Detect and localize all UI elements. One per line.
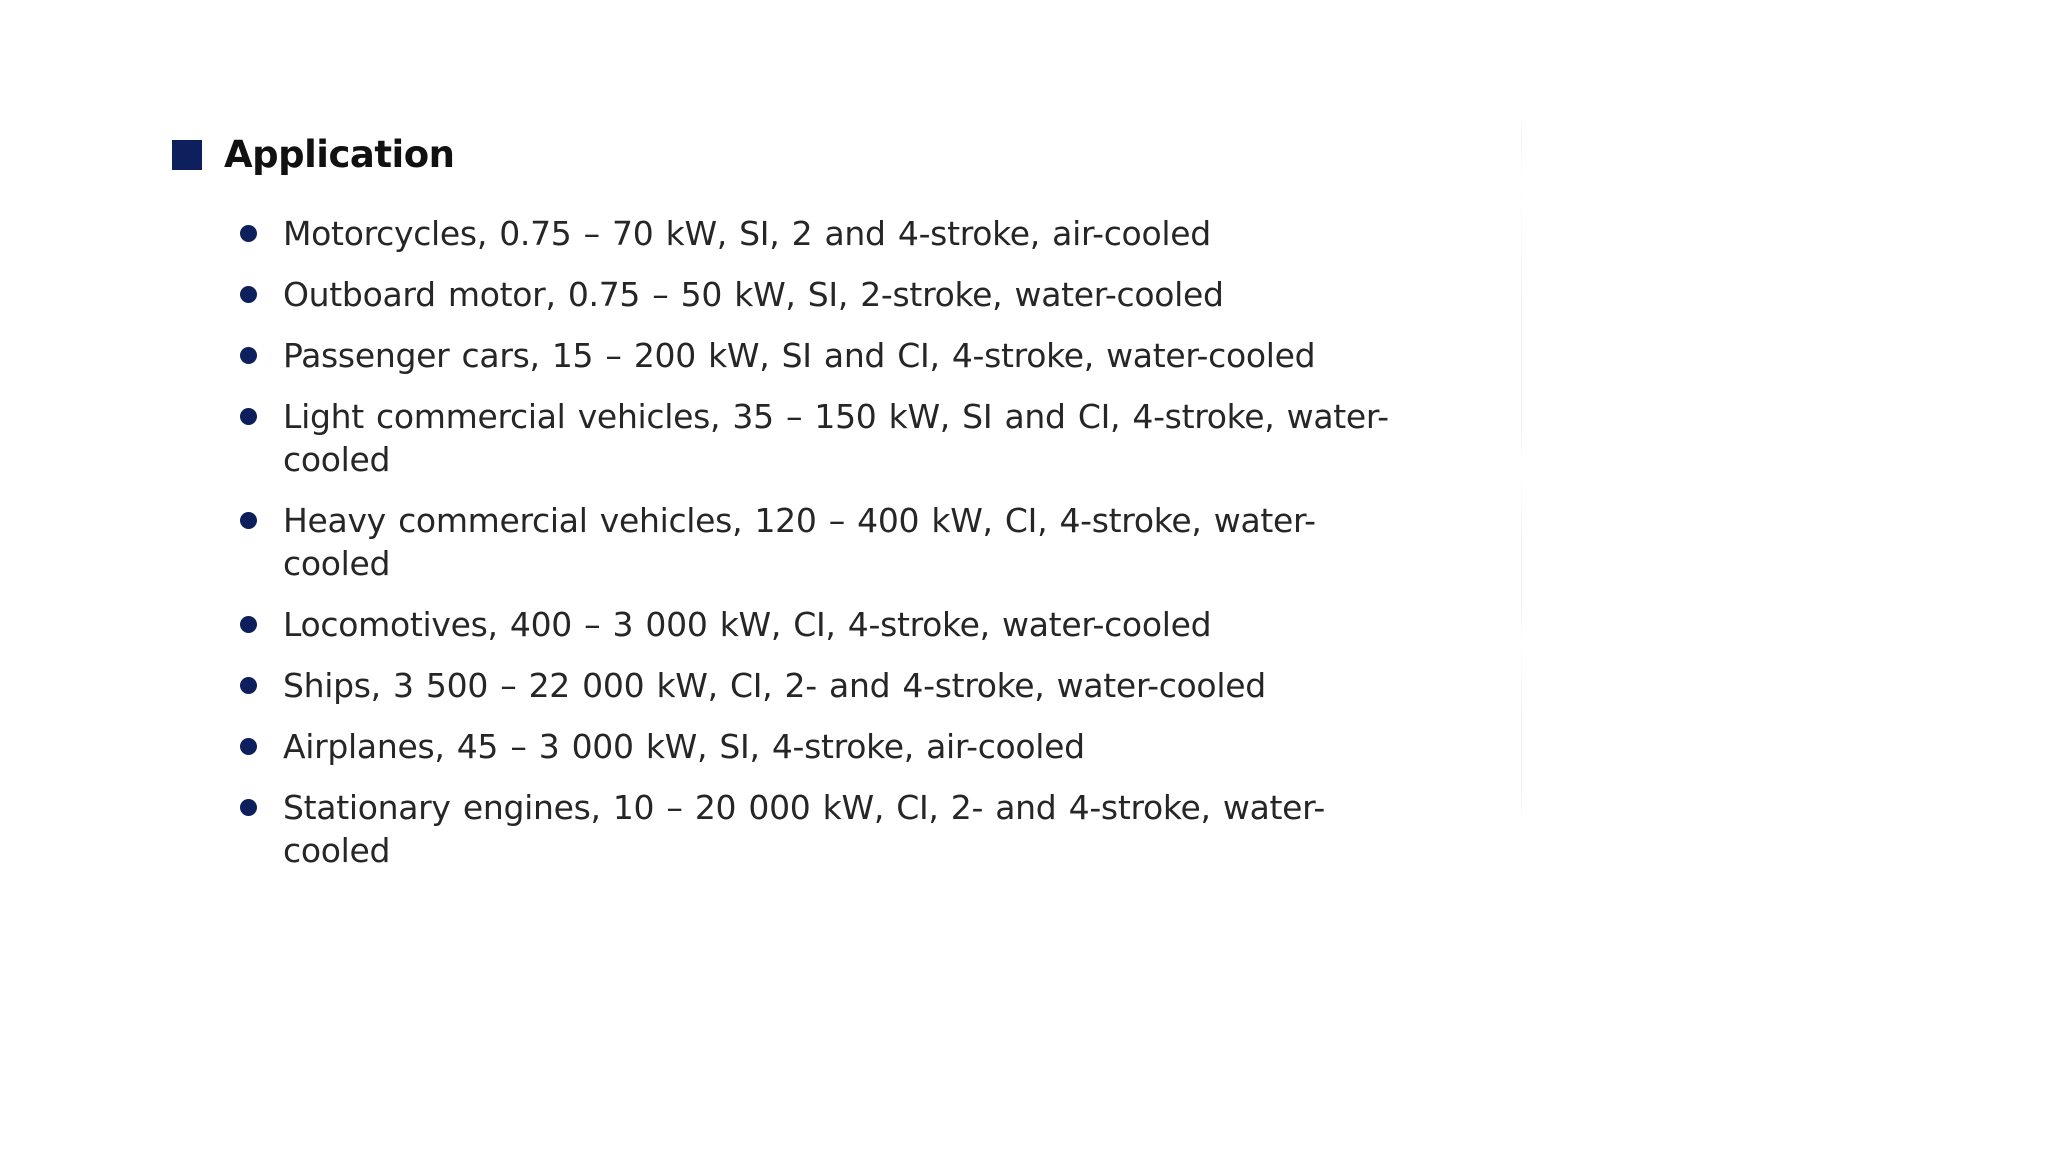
list-item (240, 395, 1440, 481)
round-bullet-icon (240, 408, 257, 425)
list-item-text: Light commercial vehicles, 35 – 150 kW, SI and CI, 4-stroke, water-cooled (283, 397, 1389, 479)
list-item-text: Motorcycles, 0.75 – 70 kW, SI, 2 and 4-stroke, air-cooled (283, 214, 1211, 253)
list-item (240, 334, 1440, 377)
divider-line (1521, 110, 1522, 840)
list-item (240, 664, 1440, 707)
list-item-text: Stationary engines, 10 – 20 000 kW, CI, 2- and 4-stroke, water-cooled (283, 788, 1325, 870)
list-item (240, 273, 1440, 316)
round-bullet-icon (240, 286, 257, 303)
round-bullet-icon (240, 799, 257, 816)
round-bullet-icon (240, 225, 257, 242)
list-item-text: Locomotives, 400 – 3 000 kW, CI, 4-stroke, water-cooled (283, 605, 1212, 644)
list-item-text: Passenger cars, 15 – 200 kW, SI and CI, 4-stroke, water-cooled (283, 336, 1316, 375)
list-item (240, 212, 1440, 255)
round-bullet-icon (240, 512, 257, 529)
round-bullet-icon (240, 738, 257, 755)
square-bullet-icon (172, 140, 202, 170)
round-bullet-icon (240, 677, 257, 694)
round-bullet-icon (240, 616, 257, 633)
list-item-text: Ships, 3 500 – 22 000 kW, CI, 2- and 4-stroke, water-cooled (283, 666, 1266, 705)
list-item-text: Heavy commercial vehicles, 120 – 400 kW, CI, 4-stroke, water-cooled (283, 501, 1316, 583)
round-bullet-icon (240, 347, 257, 364)
application-list (240, 212, 1440, 890)
heading-title: Application (224, 133, 455, 176)
list-item-text: Outboard motor, 0.75 – 50 kW, SI, 2-stroke, water-cooled (283, 275, 1224, 314)
list-item (240, 786, 1440, 872)
section-heading (172, 133, 455, 176)
list-item (240, 499, 1440, 585)
list-item (240, 603, 1440, 646)
list-item-text: Airplanes, 45 – 3 000 kW, SI, 4-stroke, air-cooled (283, 727, 1085, 766)
list-item (240, 725, 1440, 768)
